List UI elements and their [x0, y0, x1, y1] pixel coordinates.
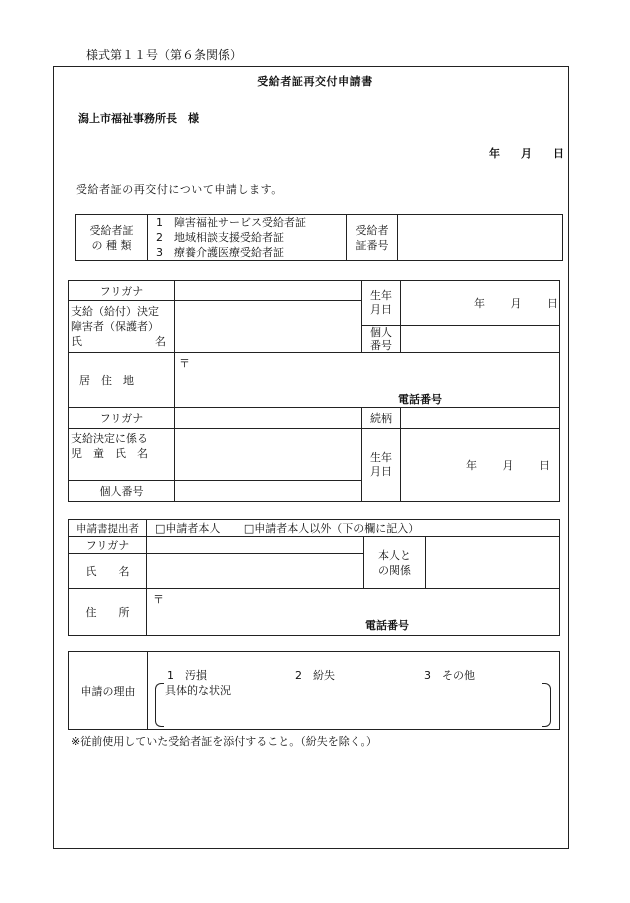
applicant-personal-no-label: [362, 326, 401, 353]
applicant-address-label: 居 住 地: [69, 353, 175, 408]
child-personal-no-field[interactable]: [175, 481, 362, 502]
applicant-name-label-shi: 氏: [71, 335, 82, 348]
submitter-furigana-label: フリガナ: [69, 537, 147, 554]
certificate-option-2[interactable]: 2 地域相談支援受給者証: [156, 231, 284, 244]
submitter-furigana-field[interactable]: [147, 537, 364, 554]
date-month: 月: [521, 147, 532, 160]
submitter-option-self[interactable]: □申請者本人: [155, 522, 221, 535]
addressee: 潟上市福祉事務所長 様: [78, 112, 199, 125]
reason-option-lost[interactable]: 2 紛失: [295, 669, 335, 682]
applicant-birth-day: 日: [547, 297, 558, 310]
submitter-options: [147, 520, 560, 537]
certificate-option-3[interactable]: 3 療養介護医療受給者証: [156, 246, 284, 259]
applicant-furigana-label: フリガナ: [69, 281, 175, 301]
child-relation-field[interactable]: [401, 408, 560, 429]
child-birth-field[interactable]: [401, 429, 560, 502]
reason-bracket-left: [155, 683, 164, 727]
reason-bracket-right: [542, 683, 551, 727]
submitter-relation-label: [364, 537, 426, 589]
certificate-number-label-line1: 受給者: [355, 223, 389, 237]
applicant-name-label-mei: 名: [155, 335, 166, 348]
submitter-name-label: 氏 名: [69, 554, 147, 589]
reason-label: 申請の理由: [69, 652, 148, 730]
applicant-postal-mark: 〒: [179, 357, 190, 370]
applicant-name-label-line1: 支給（給付）決定: [71, 305, 159, 318]
child-relation-label: 続柄: [362, 408, 401, 429]
applicant-name-field[interactable]: [175, 301, 362, 353]
submitter-relation-field[interactable]: [426, 537, 560, 589]
certificate-type-label-line1: 受給者証: [89, 223, 134, 237]
applicant-birth-label-line1: 生年: [370, 289, 392, 302]
applicant-table: [68, 280, 560, 502]
submitter-address-field[interactable]: [147, 589, 560, 636]
statement: 受給者証の再交付について申請します。: [76, 183, 283, 196]
certificate-option-1[interactable]: 1 障害福祉サービス受給者証: [156, 216, 306, 229]
applicant-name-label-line3: [71, 334, 174, 349]
applicant-personal-no-label-line1: 個人: [370, 326, 392, 339]
certificate-type-label-line2: の 種 類: [91, 238, 132, 252]
applicant-birth-field[interactable]: [401, 281, 560, 326]
submitter-option-other[interactable]: □申請者本人以外（下の欄に記入）: [243, 522, 420, 535]
form-title: 受給者証再交付申請書: [257, 75, 373, 88]
reason-field[interactable]: [148, 652, 560, 730]
certificate-number-label: [347, 215, 398, 261]
child-name-label-line2: 児 童 氏 名: [71, 447, 148, 460]
child-birth-day: 日: [539, 459, 550, 472]
reason-detail-label: 具体的な状況: [165, 684, 231, 697]
child-birth-label-line1: 生年: [370, 451, 392, 464]
applicant-address-field[interactable]: [175, 353, 560, 408]
child-personal-no-label: 個人番号: [69, 481, 175, 502]
submitter-address-label: 住 所: [69, 589, 147, 636]
child-name-field[interactable]: [175, 429, 362, 481]
footnote: ※従前使用していた受給者証を添付すること。（紛失を除く。）: [71, 735, 377, 748]
form-number: 様式第１１号（第６条関係）: [86, 48, 243, 62]
applicant-birth-label-line2: 月日: [370, 303, 392, 316]
applicant-phone-label: 電話番号: [398, 393, 442, 406]
applicant-birth-label: [362, 281, 401, 326]
reason-table: [68, 651, 560, 730]
applicant-birth-year: 年: [474, 297, 485, 310]
child-furigana-field[interactable]: [175, 408, 362, 429]
certificate-type-label: [76, 215, 148, 261]
certificate-table: [75, 214, 563, 261]
certificate-number-label-line2: 証番号: [355, 238, 389, 252]
submitter-relation-label-line2: の関係: [378, 563, 411, 577]
child-birth-label: [362, 429, 401, 502]
submitter-label: 申請書提出者: [69, 520, 147, 537]
child-name-label: [69, 429, 175, 481]
child-birth-month: 月: [502, 459, 514, 472]
date-day: 日: [553, 147, 564, 160]
applicant-personal-no-field[interactable]: [401, 326, 560, 353]
date-year: 年: [489, 147, 500, 160]
reason-option-other[interactable]: 3 その他: [424, 669, 475, 682]
child-furigana-label: フリガナ: [69, 408, 175, 429]
submitter-phone-label: 電話番号: [365, 619, 409, 632]
applicant-name-label-line2: 障害者（保護者）: [71, 320, 159, 333]
applicant-furigana-field[interactable]: [175, 281, 362, 301]
certificate-number-field[interactable]: [398, 215, 563, 261]
child-birth-label-line2: 月日: [370, 465, 392, 478]
reason-option-soiled[interactable]: 1 汚損: [167, 669, 207, 682]
applicant-birth-month: 月: [510, 297, 522, 310]
submitter-name-field[interactable]: [147, 554, 364, 589]
child-birth-year: 年: [466, 459, 477, 472]
submitter-table: [68, 519, 560, 636]
applicant-name-label: [69, 301, 175, 353]
certificate-type-options[interactable]: [148, 215, 347, 261]
child-name-label-line1: 支給決定に係る: [71, 432, 148, 445]
applicant-personal-no-label-line2: 番号: [370, 339, 392, 352]
submitter-postal-mark: 〒: [153, 593, 164, 606]
submitter-relation-label-line1: 本人と: [378, 548, 411, 562]
